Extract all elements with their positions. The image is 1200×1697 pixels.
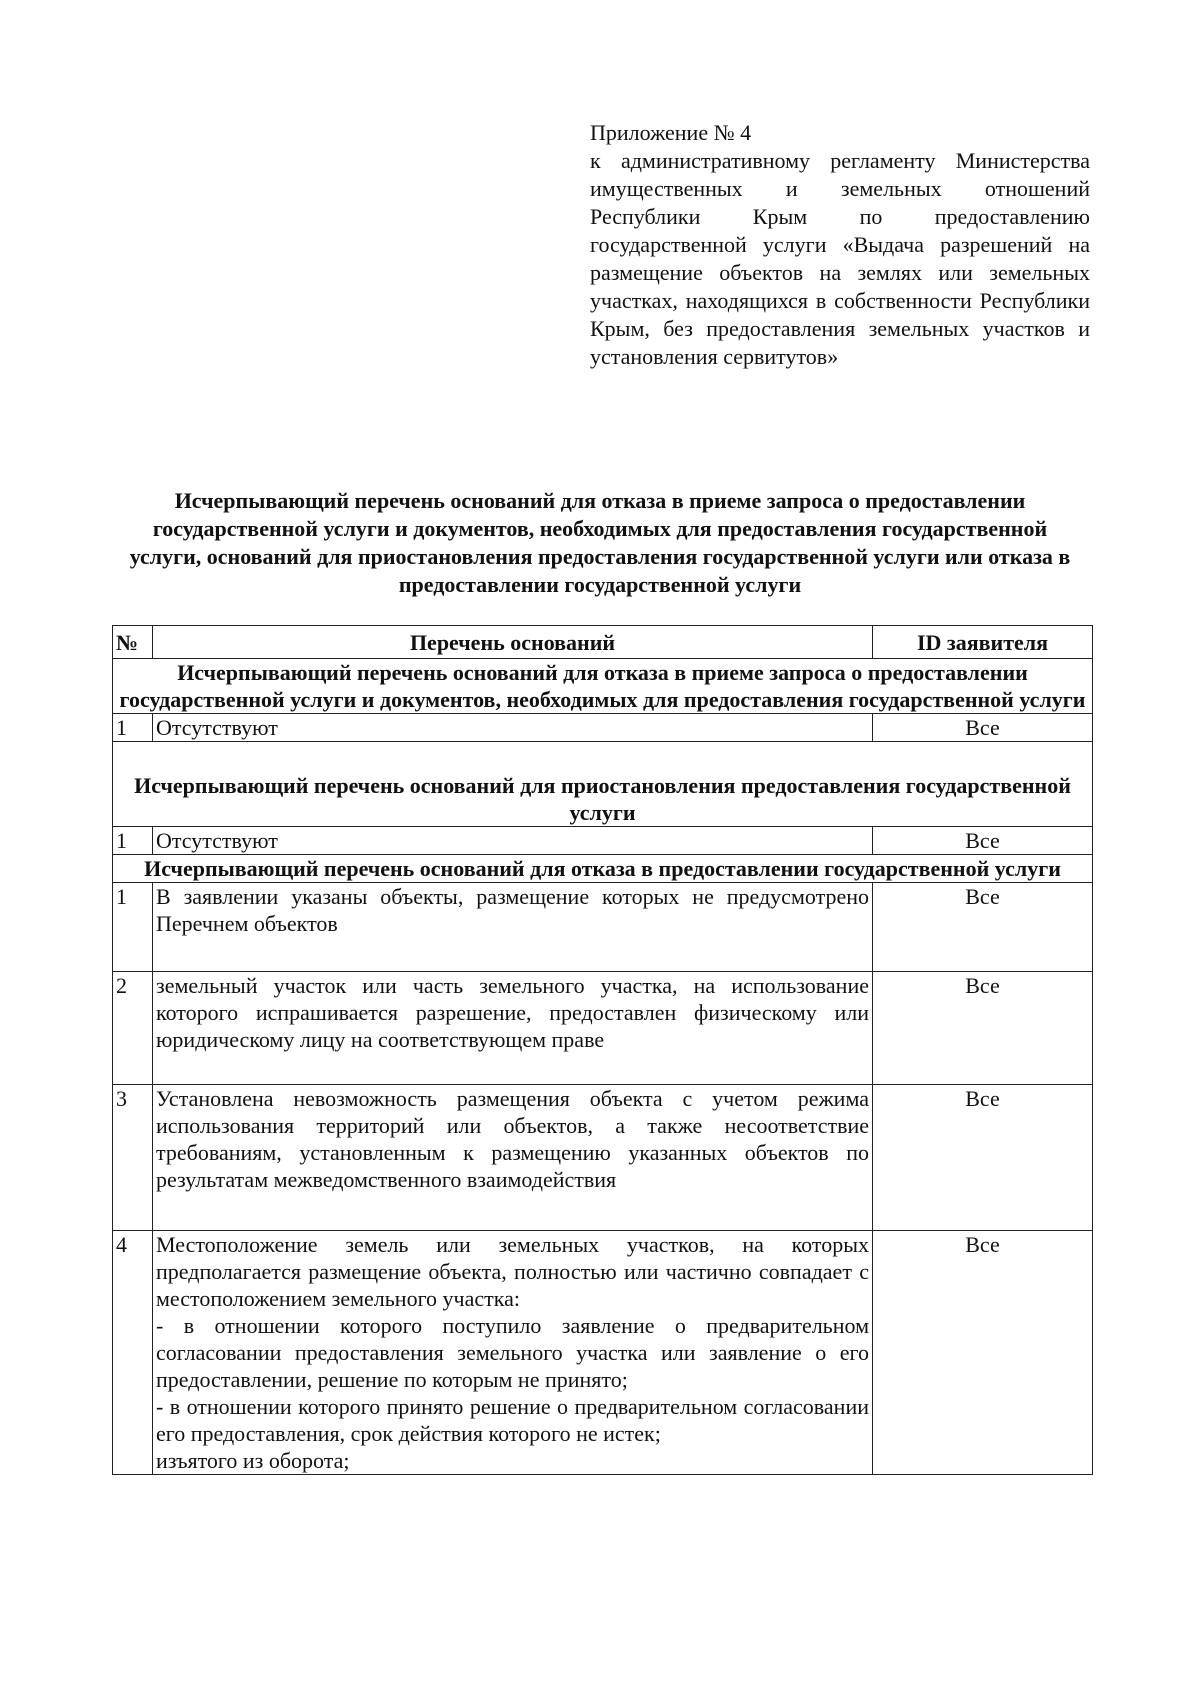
reasons-table: [112, 625, 1093, 1475]
row-reason: Отсутствуют: [153, 714, 873, 742]
row-num: 3: [113, 1085, 153, 1231]
row-reason: [153, 1231, 873, 1475]
section-title-service-refusal: Исчерпывающий перечень оснований для отказа в предоставлении государственной услуги: [113, 855, 1093, 883]
table-row: [113, 1085, 1093, 1231]
row-applicant-id: Все: [873, 972, 1093, 1085]
appendix-block: [590, 119, 1090, 371]
section-header-row: [113, 855, 1093, 883]
reason-line: изъятого из оборота;: [156, 1448, 350, 1473]
row-applicant-id: Все: [873, 1231, 1093, 1475]
row-num: 1: [113, 714, 153, 742]
section-title-suspension: Исчерпывающий перечень оснований для приостановления предоставления государственной услуги: [113, 742, 1093, 827]
header-num: №: [113, 626, 153, 659]
row-num: 1: [113, 883, 153, 972]
row-applicant-id: Все: [873, 827, 1093, 855]
header-reasons: Перечень оснований: [153, 626, 873, 659]
row-reason: Установлена невозможность размещения объекта с учетом режима использования территорий или объектов, а также несоответствие требованиям, установленным к размещению указанных объектов по результатам межведомственного взаимодействия: [153, 1085, 873, 1231]
section-header-row: [113, 659, 1093, 714]
row-num: 4: [113, 1231, 153, 1475]
appendix-body: к административному регламенту Министерства имущественных и земельных отношений Республики Крым по предоставлению государственной услуги «Выдача разрешений на размещение объектов на землях или земельных участках, находящихся в собственности Республики Крым, без предоставления земельных участков и установления сервитутов»: [590, 148, 1090, 369]
table-row: [113, 714, 1093, 742]
section-header-row: [113, 742, 1093, 827]
row-num: 1: [113, 827, 153, 855]
table-row: [113, 1231, 1093, 1475]
row-applicant-id: Все: [873, 714, 1093, 742]
table-row: [113, 827, 1093, 855]
appendix-title: Приложение № 4: [590, 120, 752, 145]
row-reason: земельный участок или часть земельного участка, на использование которого испрашивается разрешение, предоставлен физическому или юридическому лицу на соответствующем праве: [153, 972, 873, 1085]
table-header-row: [113, 626, 1093, 659]
header-applicant-id: ID заявителя: [873, 626, 1093, 659]
section-title-reception-refusal: Исчерпывающий перечень оснований для отказа в приеме запроса о предоставлении государственной услуги и документов, необходимых для предоставления государственной услуги: [113, 659, 1093, 714]
reason-line: - в отношении которого принято решение о предварительном согласовании его предоставления, срок действия которого не истек;: [156, 1394, 869, 1446]
document-title: Исчерпывающий перечень оснований для отказа в приеме запроса о предоставлении государственной услуги и документов, необходимых для предоставления государственной услуги, оснований для приостановления предоставления государственной услуги или отказа в предоставлении государственной услуги: [129, 488, 1071, 597]
row-reason: Отсутствуют: [153, 827, 873, 855]
row-reason: В заявлении указаны объекты, размещение которых не предусмотрено Перечнем объектов: [153, 883, 873, 972]
row-num: 2: [113, 972, 153, 1085]
row-applicant-id: Все: [873, 1085, 1093, 1231]
reason-line: - в отношении которого поступило заявление о предварительном согласовании предоставления земельного участка или заявление о его предоставлении, решение по которым не принято;: [156, 1313, 869, 1392]
reason-line: Местоположение земель или земельных участков, на которых предполагается размещение объекта, полностью или частично совпадает с местоположением земельного участка:: [156, 1232, 869, 1311]
table-row: [113, 972, 1093, 1085]
row-applicant-id: Все: [873, 883, 1093, 972]
table-row: [113, 883, 1093, 972]
